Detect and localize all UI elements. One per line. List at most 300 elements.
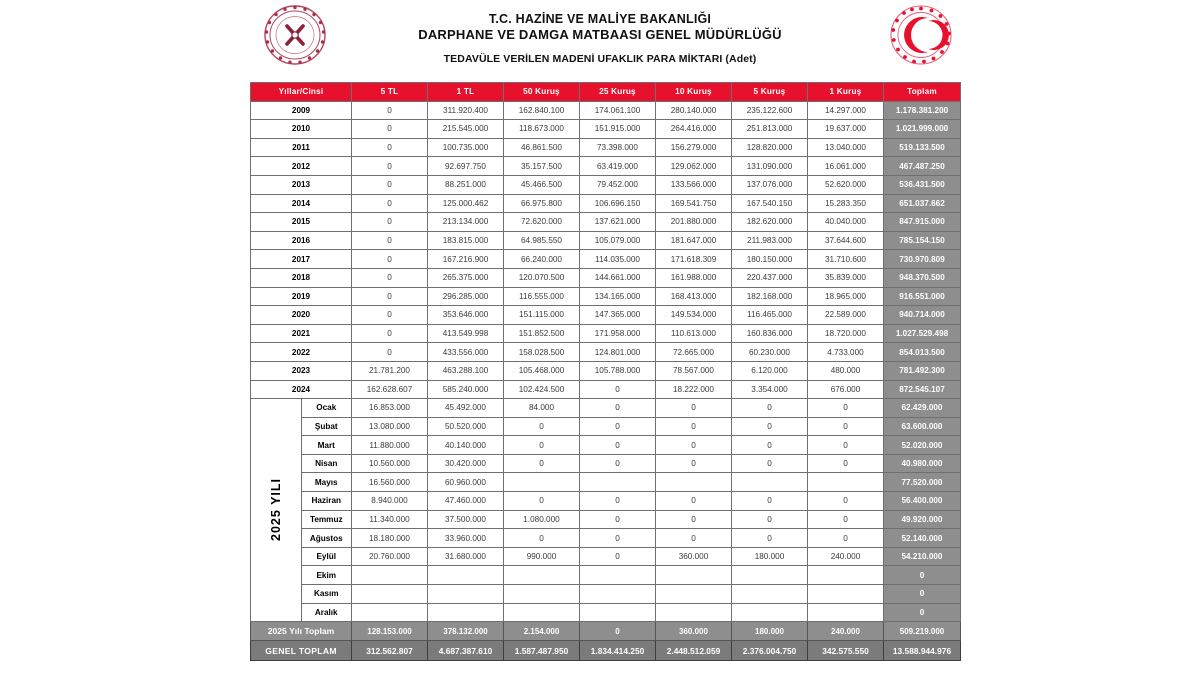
table-row (251, 287, 961, 306)
data-cell: 0 (732, 436, 808, 455)
data-cell: 35.839.000 (808, 268, 884, 287)
data-cell: 151.852.500 (504, 324, 580, 343)
data-cell: 180.000 (732, 547, 808, 566)
data-cell: 0 (352, 324, 428, 343)
month-label: Nisan (301, 454, 352, 473)
data-cell: 0 (656, 529, 732, 548)
data-cell: 0 (808, 454, 884, 473)
row-label: 2015 (251, 213, 352, 232)
data-cell: 1.080.000 (504, 510, 580, 529)
column-header-5kurus: 5 Kuruş (732, 83, 808, 102)
column-header-50kurus: 50 Kuruş (504, 83, 580, 102)
data-cell: 0 (656, 417, 732, 436)
data-cell: 50.520.000 (428, 417, 504, 436)
table-row (251, 138, 961, 157)
data-cell (732, 585, 808, 604)
data-cell: 92.697.750 (428, 157, 504, 176)
data-cell: 0 (504, 454, 580, 473)
data-cell: 0 (732, 454, 808, 473)
data-cell: 11.340.000 (352, 510, 428, 529)
row-total-cell: 13.588.944.976 (884, 641, 961, 661)
month-label: Kasım (301, 585, 352, 604)
month-label: Temmuz (301, 510, 352, 529)
document-subtitle: TEDAVÜLE VERİLEN MADENİ UFAKLIK PARA MİKTARI (Adet) (443, 53, 757, 65)
data-cell: 106.696.150 (580, 194, 656, 213)
data-cell: 16.061.000 (808, 157, 884, 176)
month-label: Eylül (301, 547, 352, 566)
data-cell: 128.153.000 (352, 622, 428, 641)
data-cell: 160.836.000 (732, 324, 808, 343)
row-total-cell: 519.133.500 (884, 138, 961, 157)
data-cell: 0 (732, 510, 808, 529)
data-cell: 1.587.487.950 (504, 641, 580, 661)
table-row (251, 324, 961, 343)
data-cell: 72.665.000 (656, 343, 732, 362)
data-cell: 0 (352, 120, 428, 139)
data-cell: 131.090.000 (732, 157, 808, 176)
data-cell: 0 (352, 250, 428, 269)
data-cell: 0 (352, 306, 428, 325)
data-cell: 0 (732, 399, 808, 418)
data-cell: 167.540.150 (732, 194, 808, 213)
data-cell: 19.637.000 (808, 120, 884, 139)
hazine-maliye-bakanligi-logo (888, 4, 954, 66)
table-row (251, 120, 961, 139)
data-cell: 30.420.000 (428, 454, 504, 473)
row-label: 2017 (251, 250, 352, 269)
table-row (251, 399, 961, 418)
data-cell: 88.251.000 (428, 175, 504, 194)
data-cell: 37.644.600 (808, 231, 884, 250)
table-row (251, 213, 961, 232)
data-cell: 134.165.000 (580, 287, 656, 306)
column-header-toplam: Toplam (884, 83, 961, 102)
table-row (251, 510, 961, 529)
table-row (251, 585, 961, 604)
data-cell: 312.562.807 (352, 641, 428, 661)
data-cell: 46.861.500 (504, 138, 580, 157)
table-row (251, 101, 961, 120)
data-cell: 342.575.550 (808, 641, 884, 661)
data-cell: 31.710.600 (808, 250, 884, 269)
data-cell: 0 (504, 529, 580, 548)
data-cell: 16.560.000 (352, 473, 428, 492)
data-cell: 265.375.000 (428, 268, 504, 287)
data-cell: 215.545.000 (428, 120, 504, 139)
data-cell: 128.820.000 (732, 138, 808, 157)
row-total-cell: 872.545.107 (884, 380, 961, 399)
table-row (251, 175, 961, 194)
table-row-2025-total (251, 622, 961, 641)
data-cell: 0 (732, 529, 808, 548)
data-cell: 0 (580, 454, 656, 473)
data-cell: 110.613.000 (656, 324, 732, 343)
data-cell: 72.620.000 (504, 213, 580, 232)
data-cell: 60.960.000 (428, 473, 504, 492)
row-total-cell: 1.021.999.000 (884, 120, 961, 139)
document-header (0, 0, 1200, 76)
data-cell (732, 473, 808, 492)
data-cell: 66.975.800 (504, 194, 580, 213)
data-cell: 182.620.000 (732, 213, 808, 232)
data-cell: 0 (580, 510, 656, 529)
data-cell: 45.492.000 (428, 399, 504, 418)
data-cell: 0 (580, 622, 656, 641)
data-cell: 0 (580, 529, 656, 548)
data-cell: 220.437.000 (732, 268, 808, 287)
data-cell: 585.240.000 (428, 380, 504, 399)
data-cell: 156.279.000 (656, 138, 732, 157)
data-cell: 0 (808, 436, 884, 455)
coin-circulation-table (250, 82, 956, 661)
data-cell: 0 (808, 529, 884, 548)
data-cell: 1.834.414.250 (580, 641, 656, 661)
data-cell: 6.120.000 (732, 361, 808, 380)
table-row (251, 417, 961, 436)
data-cell: 174.061.100 (580, 101, 656, 120)
data-cell (808, 473, 884, 492)
data-cell: 360.000 (656, 547, 732, 566)
data-cell: 171.618.309 (656, 250, 732, 269)
data-cell: 79.452.000 (580, 175, 656, 194)
row-total-cell: 467.487.250 (884, 157, 961, 176)
data-cell: 73.398.000 (580, 138, 656, 157)
data-cell: 0 (808, 417, 884, 436)
data-cell: 264.416.000 (656, 120, 732, 139)
table-row (251, 547, 961, 566)
row-total-cell: 40.980.000 (884, 454, 961, 473)
data-cell: 35.157.500 (504, 157, 580, 176)
row-total-cell: 854.013.500 (884, 343, 961, 362)
directorate-title: DARPHANE VE DAMGA MATBAASI GENEL MÜDÜRLÜĞÜ (418, 27, 782, 42)
data-cell: 18.720.000 (808, 324, 884, 343)
data-cell: 182.168.000 (732, 287, 808, 306)
data-cell: 40.040.000 (808, 213, 884, 232)
month-label: Ocak (301, 399, 352, 418)
data-cell: 378.132.000 (428, 622, 504, 641)
data-cell (352, 585, 428, 604)
data-cell: 116.465.000 (732, 306, 808, 325)
row-total-cell: 56.400.000 (884, 492, 961, 511)
table-row-grand-total (251, 641, 961, 661)
row-total-cell: 847.915.000 (884, 213, 961, 232)
data-cell: 151.115.000 (504, 306, 580, 325)
table-row (251, 361, 961, 380)
row-label: 2013 (251, 175, 352, 194)
row-total-cell: 52.020.000 (884, 436, 961, 455)
row-total-cell: 536.431.500 (884, 175, 961, 194)
data-cell: 0 (352, 343, 428, 362)
data-cell: 360.000 (656, 622, 732, 641)
data-cell (428, 603, 504, 622)
data-cell: 13.080.000 (352, 417, 428, 436)
data-cell: 0 (732, 417, 808, 436)
data-cell: 133.566.000 (656, 175, 732, 194)
data-cell (504, 603, 580, 622)
data-cell: 235.122.600 (732, 101, 808, 120)
row-label: 2020 (251, 306, 352, 325)
row-total-cell: 0 (884, 566, 961, 585)
data-cell: 240.000 (808, 622, 884, 641)
data-cell: 0 (656, 454, 732, 473)
month-label: Mayıs (301, 473, 352, 492)
data-cell (656, 473, 732, 492)
data-cell: 124.801.000 (580, 343, 656, 362)
data-cell: 240.000 (808, 547, 884, 566)
data-cell: 10.560.000 (352, 454, 428, 473)
data-cell: 33.960.000 (428, 529, 504, 548)
table-header-row (251, 83, 961, 102)
table-row (251, 268, 961, 287)
data-cell: 162.840.100 (504, 101, 580, 120)
data-cell: 129.062.000 (656, 157, 732, 176)
row-label: 2009 (251, 101, 352, 120)
column-header-1tl: 1 TL (428, 83, 504, 102)
table-row (251, 194, 961, 213)
row-total-cell: 0 (884, 603, 961, 622)
data-cell: 251.813.000 (732, 120, 808, 139)
data-cell (580, 566, 656, 585)
column-header-10kurus: 10 Kuruş (656, 83, 732, 102)
month-label: Aralık (301, 603, 352, 622)
data-cell: 0 (352, 231, 428, 250)
data-cell: 2.448.512.059 (656, 641, 732, 661)
data-cell: 37.500.000 (428, 510, 504, 529)
row-label: 2023 (251, 361, 352, 380)
month-label: Şubat (301, 417, 352, 436)
data-cell: 2.154.000 (504, 622, 580, 641)
data-cell: 149.534.000 (656, 306, 732, 325)
data-cell: 213.134.000 (428, 213, 504, 232)
header-title-block (0, 4, 1200, 65)
darphane-seal-logo (262, 4, 328, 66)
data-cell: 201.880.000 (656, 213, 732, 232)
data-cell: 180.150.000 (732, 250, 808, 269)
data-cell: 52.620.000 (808, 175, 884, 194)
table-row (251, 250, 961, 269)
data-cell: 60.230.000 (732, 343, 808, 362)
data-cell: 0 (352, 194, 428, 213)
ministry-title: T.C. HAZİNE VE MALİYE BAKANLIĞI (488, 12, 712, 26)
data-cell: 171.958.000 (580, 324, 656, 343)
data-cell: 2.376.004.750 (732, 641, 808, 661)
data-cell: 0 (656, 510, 732, 529)
data-cell: 280.140.000 (656, 101, 732, 120)
table-row (251, 306, 961, 325)
row-total-cell: 52.140.000 (884, 529, 961, 548)
row-total-cell: 54.210.000 (884, 547, 961, 566)
row-total-cell: 1.027.529.498 (884, 324, 961, 343)
data-cell: 167.216.900 (428, 250, 504, 269)
data-cell: 168.413.000 (656, 287, 732, 306)
row-label: 2018 (251, 268, 352, 287)
row-total-cell: 940.714.000 (884, 306, 961, 325)
data-cell: 0 (808, 510, 884, 529)
row-total-cell: 730.970.809 (884, 250, 961, 269)
data-cell: 0 (352, 213, 428, 232)
data-cell: 158.028.500 (504, 343, 580, 362)
row-total-cell: 62.429.000 (884, 399, 961, 418)
row-total-cell: 785.154.150 (884, 231, 961, 250)
row-label: 2010 (251, 120, 352, 139)
data-cell (656, 585, 732, 604)
row-total-cell: 63.600.000 (884, 417, 961, 436)
data-cell: 114.035.000 (580, 250, 656, 269)
data-cell (808, 585, 884, 604)
data-cell: 40.140.000 (428, 436, 504, 455)
month-label: Mart (301, 436, 352, 455)
row-total-cell: 916.551.000 (884, 287, 961, 306)
data-cell: 31.680.000 (428, 547, 504, 566)
data-cell (580, 603, 656, 622)
data-cell: 18.222.000 (656, 380, 732, 399)
data-cell (504, 585, 580, 604)
data-cell: 413.549.998 (428, 324, 504, 343)
table-row (251, 157, 961, 176)
table-body (251, 101, 961, 661)
data-cell: 0 (580, 436, 656, 455)
data-cell: 63.419.000 (580, 157, 656, 176)
data-cell: 125.000.462 (428, 194, 504, 213)
data-cell: 8.940.000 (352, 492, 428, 511)
column-header-25kurus: 25 Kuruş (580, 83, 656, 102)
data-cell: 118.673.000 (504, 120, 580, 139)
data-cell: 105.468.000 (504, 361, 580, 380)
data-cell: 78.567.000 (656, 361, 732, 380)
row-total-cell: 781.492.300 (884, 361, 961, 380)
data-cell: 0 (580, 399, 656, 418)
data-cell: 0 (504, 492, 580, 511)
row-label: 2012 (251, 157, 352, 176)
data-cell: 22.589.000 (808, 306, 884, 325)
data-cell: 162.628.607 (352, 380, 428, 399)
data-cell: 0 (352, 175, 428, 194)
data-cell: 0 (352, 268, 428, 287)
data-cell (428, 566, 504, 585)
data-cell: 105.079.000 (580, 231, 656, 250)
table-row (251, 380, 961, 399)
data-cell: 66.240.000 (504, 250, 580, 269)
table-row (251, 343, 961, 362)
table-row (251, 436, 961, 455)
table-row (251, 231, 961, 250)
data-cell: 45.466.500 (504, 175, 580, 194)
row-label: GENEL TOPLAM (251, 641, 352, 661)
data-cell (428, 585, 504, 604)
data-cell: 20.760.000 (352, 547, 428, 566)
data-cell: 0 (732, 492, 808, 511)
data-cell: 0 (352, 287, 428, 306)
year-group-label-2025: 2025 YILI (251, 399, 302, 622)
data-cell: 0 (656, 492, 732, 511)
row-label: 2016 (251, 231, 352, 250)
row-label: 2014 (251, 194, 352, 213)
table-row (251, 473, 961, 492)
data-cell: 100.735.000 (428, 138, 504, 157)
column-header-5tl: 5 TL (352, 83, 428, 102)
data-cell (732, 603, 808, 622)
row-label: 2022 (251, 343, 352, 362)
row-label: 2019 (251, 287, 352, 306)
data-cell: 0 (808, 399, 884, 418)
data-cell (808, 566, 884, 585)
data-cell: 18.180.000 (352, 529, 428, 548)
data-cell (808, 603, 884, 622)
row-total-cell: 0 (884, 585, 961, 604)
table-header (251, 83, 961, 102)
data-cell: 311.920.400 (428, 101, 504, 120)
row-total-cell: 651.037.662 (884, 194, 961, 213)
data-cell: 120.070.500 (504, 268, 580, 287)
data-cell: 0 (580, 417, 656, 436)
data-cell: 0 (352, 157, 428, 176)
data-cell: 183.815.000 (428, 231, 504, 250)
month-label: Ağustos (301, 529, 352, 548)
data-cell: 18.965.000 (808, 287, 884, 306)
data-cell: 0 (504, 417, 580, 436)
data-cell: 116.555.000 (504, 287, 580, 306)
data-cell: 211.983.000 (732, 231, 808, 250)
data-cell: 144.661.000 (580, 268, 656, 287)
data-cell: 161.988.000 (656, 268, 732, 287)
data-cell: 14.297.000 (808, 101, 884, 120)
data-cell: 296.285.000 (428, 287, 504, 306)
data-cell: 137.621.000 (580, 213, 656, 232)
data-cell: 0 (808, 492, 884, 511)
data-cell: 137.076.000 (732, 175, 808, 194)
table-row (251, 529, 961, 548)
table-row (251, 603, 961, 622)
data-cell: 147.365.000 (580, 306, 656, 325)
data-cell: 11.880.000 (352, 436, 428, 455)
row-total-cell: 509.219.000 (884, 622, 961, 641)
data-cell (656, 566, 732, 585)
data-cell: 0 (580, 547, 656, 566)
data-cell (352, 566, 428, 585)
table-row (251, 492, 961, 511)
data-cell: 15.283.350 (808, 194, 884, 213)
month-label: Ekim (301, 566, 352, 585)
column-header-1kurus: 1 Kuruş (808, 83, 884, 102)
data-cell (580, 473, 656, 492)
data-cell: 676.000 (808, 380, 884, 399)
data-cell: 480.000 (808, 361, 884, 380)
data-cell: 169.541.750 (656, 194, 732, 213)
data-cell: 463.288.100 (428, 361, 504, 380)
data-cell: 64.985.550 (504, 231, 580, 250)
data-cell: 4.687.387.610 (428, 641, 504, 661)
data-cell: 84.000 (504, 399, 580, 418)
data-cell: 102.424.500 (504, 380, 580, 399)
data-cell: 0 (352, 138, 428, 157)
data-cell: 47.460.000 (428, 492, 504, 511)
row-label: 2025 Yılı Toplam (251, 622, 352, 641)
data-cell: 13.040.000 (808, 138, 884, 157)
row-total-cell: 948.370.500 (884, 268, 961, 287)
data-cell: 0 (352, 101, 428, 120)
data-cell: 990.000 (504, 547, 580, 566)
month-label: Haziran (301, 492, 352, 511)
data-cell (504, 566, 580, 585)
data-cell: 3.354.000 (732, 380, 808, 399)
row-total-cell: 49.920.000 (884, 510, 961, 529)
data-cell: 0 (656, 436, 732, 455)
column-header-years: Yıllar/Cinsi (251, 83, 352, 102)
data-cell: 433.556.000 (428, 343, 504, 362)
table-row (251, 566, 961, 585)
row-label: 2024 (251, 380, 352, 399)
row-label: 2021 (251, 324, 352, 343)
